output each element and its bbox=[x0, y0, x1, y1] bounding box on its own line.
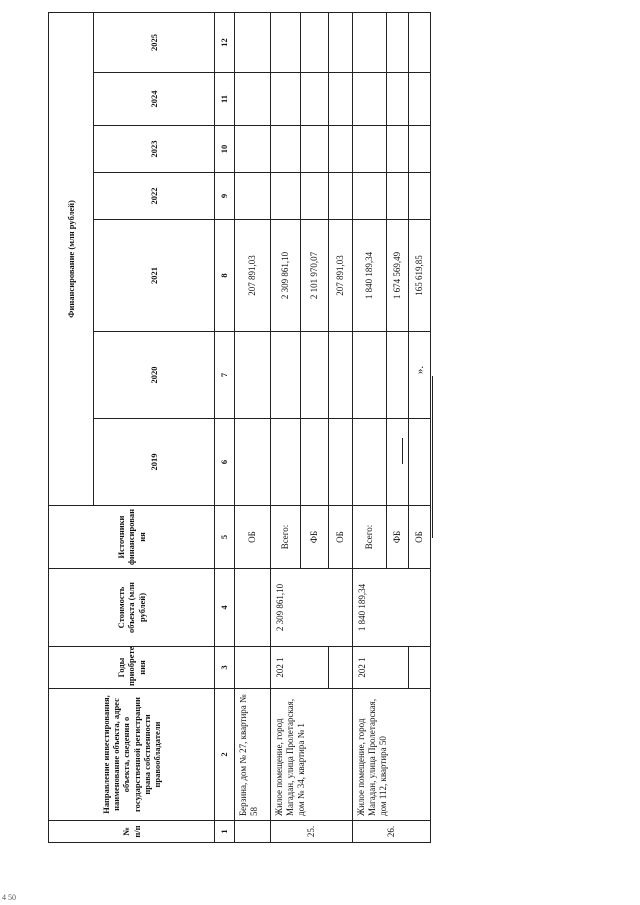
col-number: 8 bbox=[215, 220, 235, 332]
row-description: Берзина, дом № 27, квартира № 58 bbox=[235, 689, 271, 821]
row-2021: 207 891,03 bbox=[329, 220, 353, 332]
header-financing: Финансирование (млн рублей) bbox=[49, 12, 94, 505]
row-source: ОБ bbox=[235, 506, 271, 569]
table-row bbox=[353, 12, 387, 842]
col-number: 3 bbox=[215, 647, 235, 689]
row-source: ФБ bbox=[301, 506, 329, 569]
row-cost: 1 840 189,34 bbox=[353, 569, 431, 647]
row-2021: 2 101 970,07 bbox=[301, 220, 329, 332]
row-2021: 2 309 861,10 bbox=[271, 220, 301, 332]
signature-dash bbox=[402, 438, 403, 464]
col-number: 1 bbox=[215, 821, 235, 843]
row-description: Жилое помещение, город Магадан, улица Пролетарская, дом № 34, квартира № 1 bbox=[271, 689, 353, 821]
column-numbers-row bbox=[215, 12, 235, 842]
col-number: 12 bbox=[215, 12, 235, 72]
col-number: 10 bbox=[215, 126, 235, 173]
row-source: ОБ bbox=[329, 506, 353, 569]
row-source: ОБ bbox=[409, 506, 431, 569]
col-number: 11 bbox=[215, 73, 235, 126]
signature-line bbox=[432, 376, 433, 538]
row-year bbox=[235, 647, 271, 689]
rotated-page bbox=[48, 33, 425, 843]
page-number: 4 50 bbox=[2, 893, 16, 902]
col-number: 9 bbox=[215, 173, 235, 220]
header-2019: 2019 bbox=[94, 419, 215, 506]
header-years: Годы приобрете ния bbox=[49, 647, 215, 689]
row-year: 202 1 bbox=[353, 647, 409, 689]
header-2025: 2025 bbox=[94, 12, 215, 72]
row-source: Всего: bbox=[353, 506, 387, 569]
col-number: 5 bbox=[215, 506, 235, 569]
row-cost: 2 309 861,10 bbox=[271, 569, 353, 647]
col-number: 7 bbox=[215, 332, 235, 419]
header-direction: Направление инвестирования, наименование объекта, адрес объекта, сведения о государственной регистрации права собственности правообладатели bbox=[49, 689, 215, 821]
table-row bbox=[235, 12, 271, 842]
row-2021: 207 891,03 bbox=[235, 220, 271, 332]
row-2021: 1 674 569,49 bbox=[387, 220, 409, 332]
financing-table bbox=[48, 12, 431, 843]
row-description: Жилое помещение, город Магадан, улица Пролетарская, дом 112, квартира 50 bbox=[353, 689, 431, 821]
row-source: ФБ bbox=[387, 506, 409, 569]
header-num: № п/п bbox=[49, 821, 215, 843]
closing-quote: ». bbox=[414, 365, 427, 375]
col-number: 4 bbox=[215, 569, 235, 647]
col-number: 2 bbox=[215, 689, 235, 821]
row-num: 26. bbox=[353, 821, 431, 843]
row-2021: 1 840 189,34 bbox=[353, 220, 387, 332]
col-number: 6 bbox=[215, 419, 235, 506]
header-2021: 2021 bbox=[94, 220, 215, 332]
row-2021: 165 619,85 bbox=[409, 220, 431, 332]
row-source: Всего: bbox=[271, 506, 301, 569]
header-2023: 2023 bbox=[94, 126, 215, 173]
row-cost bbox=[235, 569, 271, 647]
row-num: 25. bbox=[271, 821, 353, 843]
row-year: 202 1 bbox=[271, 647, 329, 689]
header-2020: 2020 bbox=[94, 332, 215, 419]
header-sources: Источники финансирован ия bbox=[49, 506, 215, 569]
header-2022: 2022 bbox=[94, 173, 215, 220]
header-cost: Стоимость объекта (млн рублей) bbox=[49, 569, 215, 647]
header-2024: 2024 bbox=[94, 73, 215, 126]
row-num bbox=[235, 821, 271, 843]
table-row bbox=[271, 12, 301, 842]
